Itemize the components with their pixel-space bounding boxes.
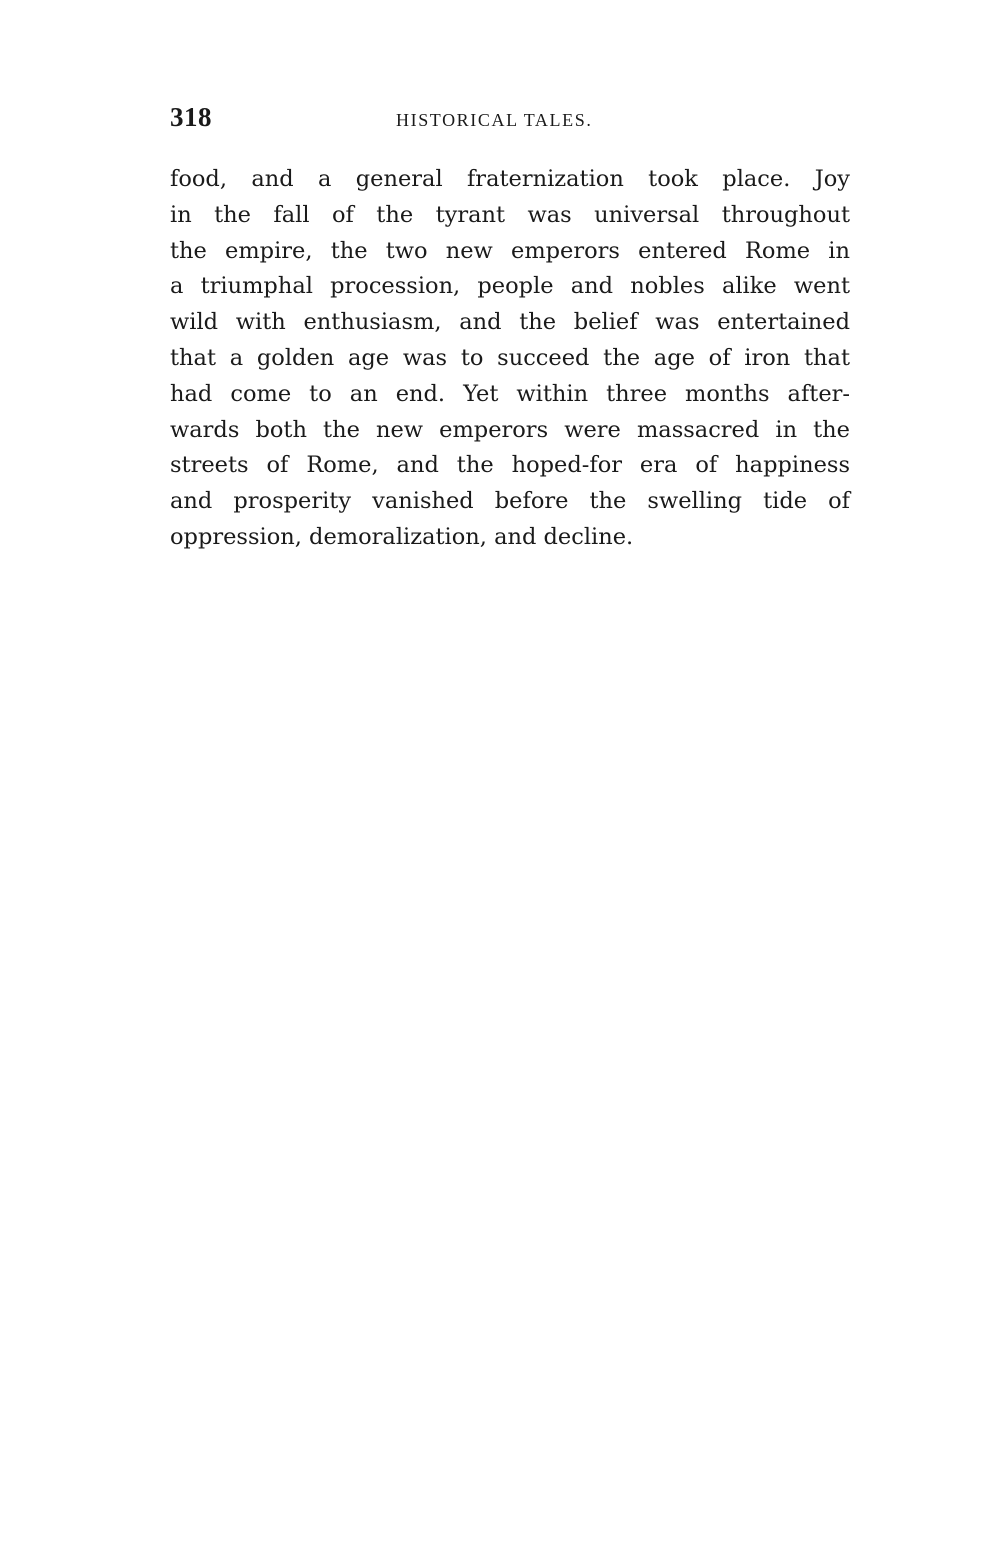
body-paragraph [170,162,850,556]
text-line: wards both the new emperors were massacred in the [170,416,850,443]
text-line: food, and a general fraternization took place. Joy [170,166,850,192]
text-line: that a golden age was to succeed the age of iron that [170,344,850,371]
text-line: the empire, the two new emperors entered Rome in [170,237,850,264]
text-line: streets of Rome, and the hoped-for era of happiness [170,452,850,479]
running-title: HISTORICAL TALES. [396,110,593,130]
text-line: in the fall of the tyrant was universal throughout [170,201,850,228]
text-line: a triumphal procession, people and nobles alike went [170,273,850,300]
text-line: oppression, demoralization, and decline. [170,523,634,550]
page-number: 318 [170,102,212,132]
text-line: had come to an end. Yet within three months after- [170,380,850,407]
running-head [170,102,850,142]
text-line: wild with enthusiasm, and the belief was entertained [170,309,850,336]
text-line: and prosperity vanished before the swelling tide of [170,488,850,515]
